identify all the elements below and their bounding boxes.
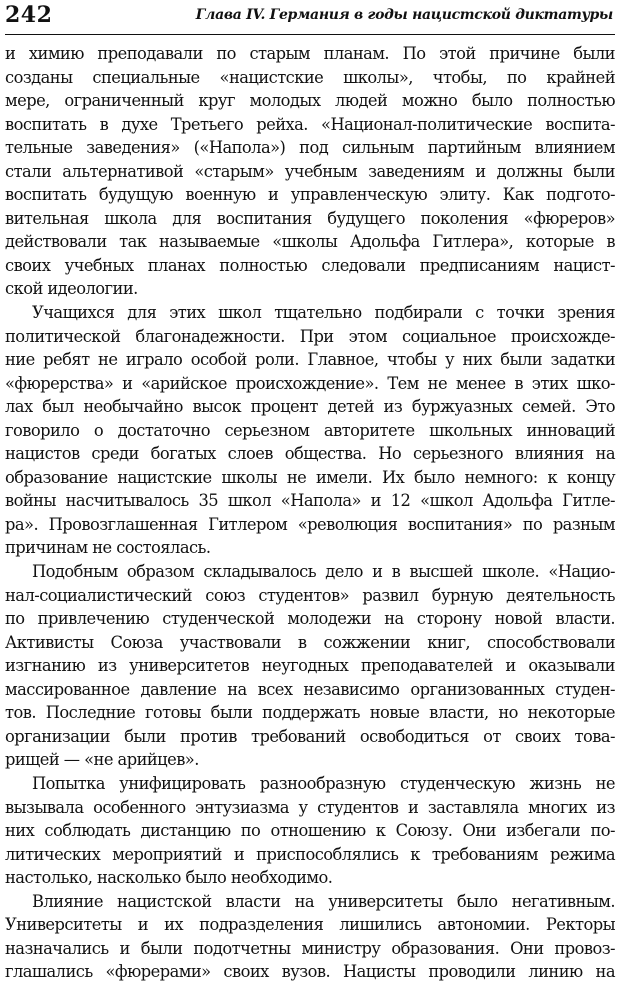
paragraph [5,772,615,890]
text-line: назначались и были подотчетны министру образования. Они провоз- [5,938,615,958]
text-line: литических мероприятий и приспособлялись к требованиям режима [5,844,615,864]
paragraph [5,301,615,560]
text-line: образование нацистские школы не имели. Их было немного: к концу [5,467,615,487]
text-line: рищей — «не арийцев». [5,750,199,770]
page-body [5,35,615,984]
text-line: политической благонадежности. При этом социальное происхожде- [5,326,615,346]
running-title: Глава IV. Германия в годы нацистской диктатуры [195,7,613,23]
text-line: изгнанию из университетов неугодных преподавателей и оказывали [5,656,615,676]
text-line: глашались «фюрерами» своих вузов. Нацисты проводили линию на [5,962,615,982]
text-line: Учащихся для этих школ тщательно подбирали с точки зрения [32,303,615,323]
text-line: «фюрерства» и «арийское происхождение». Тем не менее в этих шко- [5,373,615,393]
text-line: нал-социалистический союз студентов» развил бурную деятельность [5,585,615,605]
text-line: мере, ограниченный круг молодых людей можно было полностью [5,91,615,111]
text-line: лах был необычайно высок процент детей из буржуазных семей. Это [5,397,615,417]
text-line: настолько, насколько было необходимо. [5,868,333,888]
text-line: стали альтернативой «старым» учебным заведениям и должны были [5,161,615,181]
text-line: своих учебных планах полностью следовали предписаниям нацист- [5,255,615,275]
paragraph [5,42,615,301]
text-line: Попытка унифицировать разнообразную студенческую жизнь не [32,773,615,793]
text-line: по привлечению студенческой молодежи на сторону новой власти. [5,609,615,629]
text-line: организации были против требований освободиться от своих това- [5,726,615,746]
text-line: причинам не состоялась. [5,538,211,558]
text-line: действовали так называемые «школы Адольфа Гитлера», которые в [5,232,615,252]
paragraph [5,560,615,772]
text-line: ние ребят не играло особой роли. Главное, чтобы у них были задатки [5,350,615,370]
text-line: и химию преподавали по старым планам. По этой причине были [5,44,615,63]
text-line: массированное давление на всех независимо организованных студен- [5,679,615,699]
text-line: тов. Последние готовы были поддержать новые власти, но некоторые [5,703,615,723]
text-line: воспитать будущую военную и управленческую элиту. Как подгото- [5,185,615,205]
text-line: войны насчитывалось 35 школ «Напола» и 12 «школ Адольфа Гитле- [5,491,615,511]
text-line: вительная школа для воспитания будущего поколения «фюреров» [5,208,615,228]
text-line: созданы специальные «нацистские школы», чтобы, по крайней [5,67,615,87]
paragraph [5,890,615,984]
text-line: тельные заведения» («Напола») под сильным партийным влиянием [5,138,615,158]
page-number: 242 [5,2,53,28]
text-line: воспитать в духе Третьего рейха. «Национал-политические воспита- [5,114,615,134]
text-line: нацистов среди богатых слоев общества. Но серьезного влияния на [5,444,615,464]
text-line: ской идеологии. [5,279,138,299]
text-line: Университеты и их подразделения лишились автономии. Ректоры [5,915,615,935]
page-header [5,0,615,35]
text-line: них соблюдать дистанцию по отношению к Союзу. Они избегали по- [5,821,615,841]
text-line: Влияние нацистской власти на университеты было негативным. [32,891,615,911]
text-line: Подобным образом складывалось дело и в высшей школе. «Нацио- [32,562,615,582]
text-line: вызывала особенного энтузиазма у студентов и заставляла многих из [5,797,615,817]
text-line: ра». Провозглашенная Гитлером «революция воспитания» по разным [5,514,615,534]
text-line: Активисты Союза участвовали в сожжении книг, способствовали [5,632,615,652]
text-line: говорило о достаточно серьезном авторитете школьных инноваций [5,420,615,440]
